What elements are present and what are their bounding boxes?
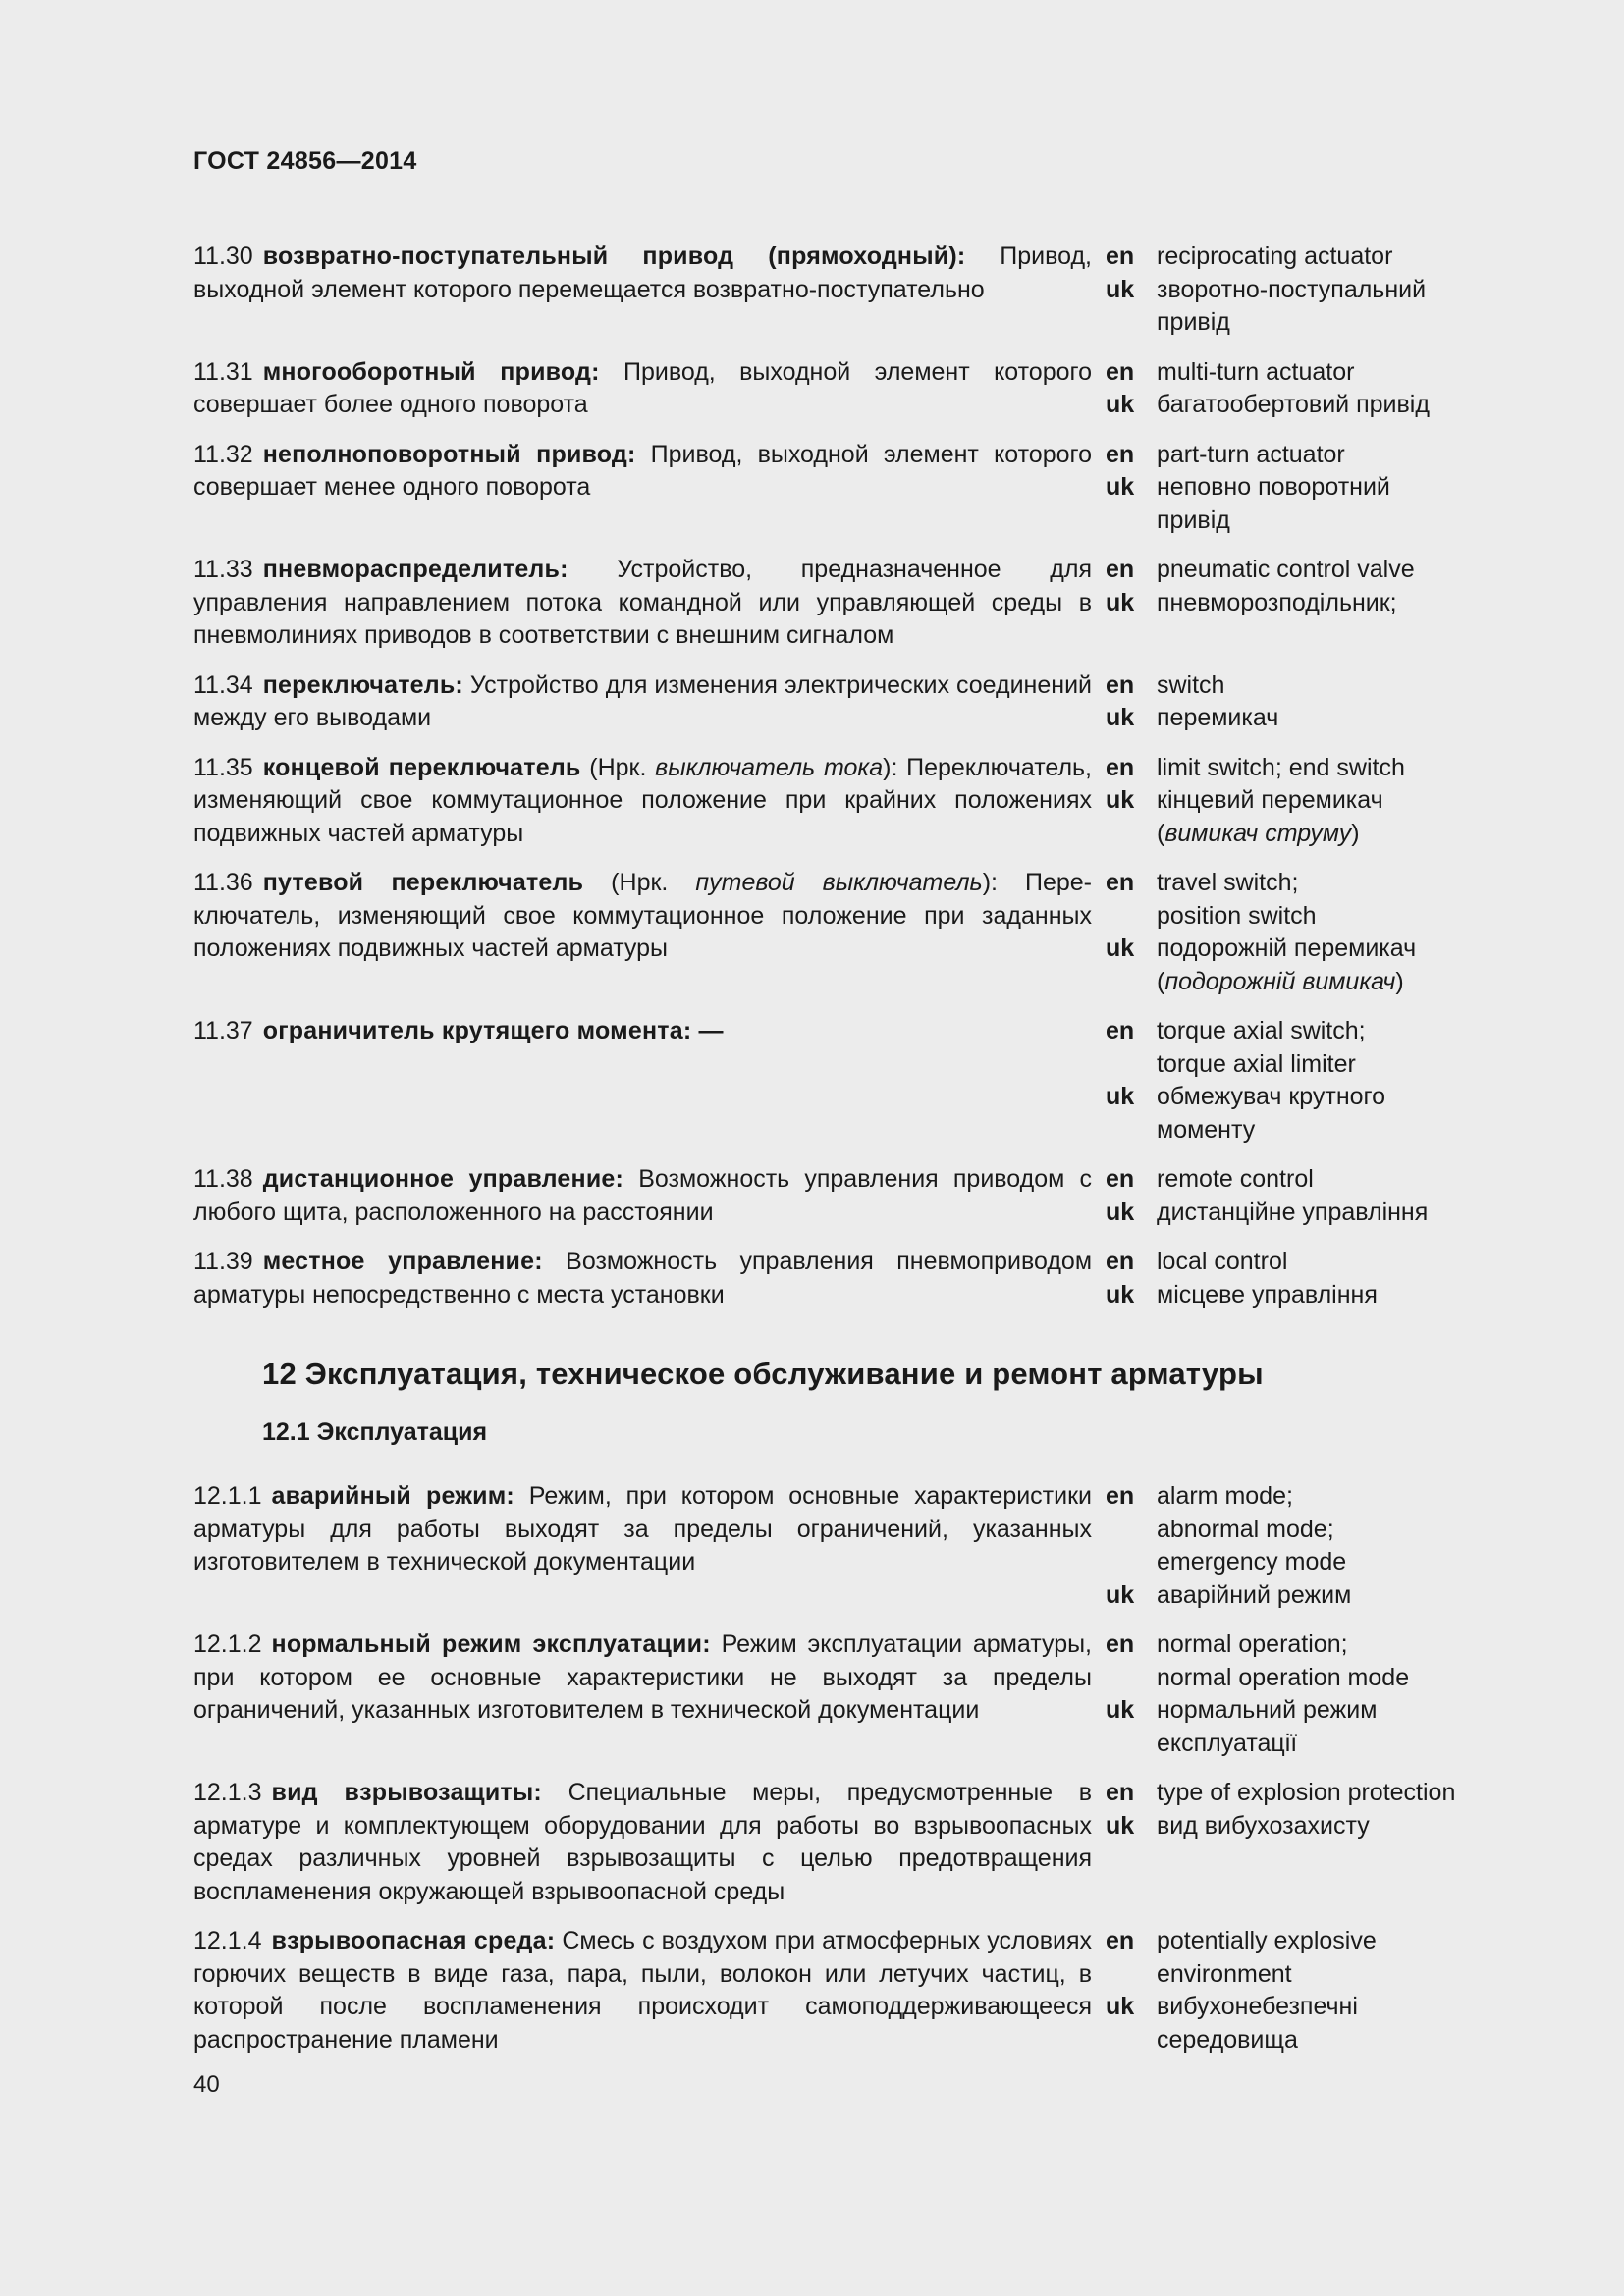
equivalent-term: зворотно-поступальний bbox=[1157, 275, 1427, 303]
lang-code: uk bbox=[1106, 1580, 1135, 1609]
lang-code bbox=[1106, 818, 1157, 851]
lang-code: en bbox=[1106, 242, 1135, 270]
document-header: ГОСТ 24856—2014 bbox=[193, 147, 417, 175]
term-definition: Привод, выходной элемент которого совершает менее одного поворота bbox=[193, 440, 1092, 501]
equivalent-term: normal operation; bbox=[1157, 1630, 1348, 1658]
lang-code: en bbox=[1106, 1165, 1135, 1193]
equivalent-term: вибухонебезпечні bbox=[1157, 1993, 1358, 2020]
term-name: путевой переключатель bbox=[262, 869, 584, 896]
lang-code: en bbox=[1106, 1248, 1135, 1275]
term-number: 11.39 bbox=[193, 1248, 253, 1275]
equivalent-term: local control bbox=[1157, 1248, 1288, 1275]
equivalent-deprecated: вимикач струму bbox=[1164, 819, 1352, 847]
equivalents bbox=[1157, 1925, 1514, 2056]
term-deprecated: выключатель тока bbox=[655, 753, 884, 781]
term-entry bbox=[193, 669, 1514, 735]
equivalent-term: switch bbox=[1157, 670, 1225, 699]
equivalent-term: part-turn actuator bbox=[1157, 440, 1345, 468]
lang-code bbox=[1106, 1662, 1157, 1695]
equivalent-term: місцеве управління bbox=[1157, 1280, 1378, 1308]
term-definition: Возможность управления пневмоприводом арматуры непосредственно с места установки bbox=[193, 1248, 1093, 1308]
term-entry bbox=[193, 240, 1514, 340]
equivalent-term: середовища bbox=[1157, 2025, 1298, 2054]
equivalent-term: environment bbox=[1157, 1959, 1292, 1988]
equivalents bbox=[1157, 1777, 1514, 1908]
term-name: ограничитель крутящего момента: — bbox=[262, 1017, 724, 1044]
term-definition: Устройство для изменения электрических соединений между его выводами bbox=[193, 670, 1092, 731]
equivalent-term: подорожній перемикач bbox=[1157, 934, 1417, 962]
equivalents bbox=[1157, 1629, 1514, 1760]
lang-code bbox=[1106, 900, 1157, 934]
term-number: 11.35 bbox=[193, 753, 253, 781]
lang-code bbox=[1106, 505, 1157, 538]
lang-code: en bbox=[1106, 1779, 1135, 1806]
term-number: 11.34 bbox=[193, 670, 253, 699]
equivalent-term: (подорожній вимикач) bbox=[1157, 967, 1404, 995]
term-definition: Смесь с воздухом при атмосферных условиях горючих веществ в виде газа, пара, пыли, волокон или летучих частиц, в которой после воспламенения происходит самоподдерживающееся распространение пламени bbox=[193, 1927, 1092, 2054]
lang-codes bbox=[1092, 554, 1157, 653]
term-entry bbox=[193, 1777, 1514, 1908]
term-text bbox=[193, 1246, 1092, 1311]
term-entry bbox=[193, 1163, 1514, 1229]
equivalent-term: привід bbox=[1157, 506, 1230, 534]
equivalent-term: abnormal mode; bbox=[1157, 1515, 1334, 1543]
term-text bbox=[193, 1629, 1092, 1760]
lang-code: uk bbox=[1106, 275, 1135, 303]
term-definition: : Переключатель, изменяющий свое коммутационное положение при крайних положениях подвижных частей арматуры bbox=[193, 753, 1093, 847]
term-definition: Устройство, предназначенное для управления направлением потока командной или управляющей среды в пневмолиниях приводов в соответствии с внешним сигналом bbox=[193, 556, 1092, 649]
equivalent-term: привід bbox=[1157, 308, 1230, 336]
lang-code: uk bbox=[1106, 391, 1135, 418]
lang-code: en bbox=[1106, 440, 1135, 468]
equivalents bbox=[1157, 1015, 1514, 1147]
lang-code bbox=[1106, 966, 1157, 999]
lang-code: uk bbox=[1106, 934, 1135, 962]
lang-code: en bbox=[1106, 556, 1135, 583]
term-number: 11.36 bbox=[193, 869, 253, 896]
equivalent-term: emergency mode bbox=[1157, 1548, 1347, 1575]
equivalent-term: position switch bbox=[1157, 901, 1317, 930]
term-number: 12.1.1 bbox=[193, 1482, 262, 1510]
equivalents bbox=[1157, 356, 1514, 422]
equivalent-term: pneumatic control valve bbox=[1157, 556, 1415, 583]
term-entry bbox=[193, 867, 1514, 998]
equivalent-term: (вимикач струму) bbox=[1157, 819, 1360, 847]
term-text bbox=[193, 554, 1092, 653]
equivalent-term: дистанційне управління bbox=[1157, 1198, 1429, 1226]
lang-code: en bbox=[1106, 1482, 1135, 1510]
lang-code bbox=[1106, 1546, 1157, 1579]
term-name: многооборотный привод: bbox=[262, 357, 600, 386]
term-entry bbox=[193, 1480, 1514, 1612]
lang-code: uk bbox=[1106, 1083, 1135, 1110]
equivalents bbox=[1157, 1163, 1514, 1229]
equivalent-term: remote control bbox=[1157, 1165, 1314, 1193]
term-deprecated: путевой выключатель bbox=[695, 869, 983, 896]
lang-codes bbox=[1092, 1925, 1157, 2056]
lang-codes bbox=[1092, 1015, 1157, 1147]
term-note-prefix: (Нрк. bbox=[580, 753, 656, 781]
equivalents bbox=[1157, 867, 1514, 998]
term-name: местное управление: bbox=[262, 1248, 543, 1275]
equivalent-term: нормальний режим bbox=[1157, 1696, 1378, 1724]
lang-code: uk bbox=[1106, 1811, 1135, 1840]
lang-codes bbox=[1092, 240, 1157, 340]
lang-code: en bbox=[1106, 1927, 1135, 1954]
lang-codes bbox=[1092, 1777, 1157, 1908]
equivalent-term: пневморозподільник; bbox=[1157, 588, 1397, 616]
term-text bbox=[193, 1163, 1092, 1229]
lang-codes bbox=[1092, 356, 1157, 422]
term-entry bbox=[193, 1246, 1514, 1311]
lang-code: uk bbox=[1106, 588, 1135, 616]
equivalent-term: багатообертовий привід bbox=[1157, 391, 1430, 418]
equivalent-term: моменту bbox=[1157, 1115, 1256, 1144]
lang-code: uk bbox=[1106, 473, 1135, 501]
equivalents bbox=[1157, 1480, 1514, 1612]
term-text bbox=[193, 439, 1092, 538]
term-name: взрывоопасная среда: bbox=[271, 1927, 556, 1954]
lang-codes bbox=[1092, 752, 1157, 851]
equivalent-term: експлуатації bbox=[1157, 1729, 1298, 1757]
equivalent-term: reciprocating actuator bbox=[1157, 242, 1393, 270]
lang-code bbox=[1106, 2024, 1157, 2057]
equivalents bbox=[1157, 752, 1514, 851]
lang-code bbox=[1106, 1514, 1157, 1547]
term-note-suffix: ) bbox=[982, 869, 992, 896]
term-text bbox=[193, 1925, 1092, 2056]
equivalent-term: potentially explosive bbox=[1157, 1927, 1377, 1954]
lang-code: uk bbox=[1106, 1280, 1135, 1308]
equivalent-term: кінцевий перемикач bbox=[1157, 786, 1383, 814]
term-number: 11.33 bbox=[193, 556, 253, 583]
term-name: неполноповоротный привод: bbox=[262, 440, 636, 468]
lang-code bbox=[1106, 1048, 1157, 1082]
lang-code: en bbox=[1106, 753, 1135, 781]
lang-codes bbox=[1092, 1629, 1157, 1760]
term-definition: : Переключатель, изменяющий свое коммутационное положение при заданных положениях подвижных частей арматуры bbox=[193, 869, 1092, 962]
equivalents bbox=[1157, 554, 1514, 653]
equivalents bbox=[1157, 1246, 1514, 1311]
equivalent-term: аварійний режим bbox=[1157, 1580, 1352, 1609]
term-text bbox=[193, 240, 1092, 340]
lang-code: uk bbox=[1106, 1198, 1135, 1226]
equivalent-term: torque axial switch; bbox=[1157, 1017, 1366, 1044]
lang-codes bbox=[1092, 1163, 1157, 1229]
equivalent-term: alarm mode; bbox=[1157, 1482, 1293, 1510]
term-number: 11.31 bbox=[193, 357, 253, 386]
lang-code: en bbox=[1106, 357, 1135, 386]
term-name: дистанционное управление: bbox=[262, 1165, 624, 1193]
section-title: 12 Эксплуатация, техническое обслуживание и ремонт арматуры bbox=[262, 1357, 1264, 1391]
page-number: 40 bbox=[193, 2071, 220, 2098]
lang-code bbox=[1106, 1958, 1157, 1992]
equivalents bbox=[1157, 439, 1514, 538]
lang-code: en bbox=[1106, 670, 1135, 699]
term-name: нормальный режим эксплуатации: bbox=[271, 1630, 711, 1658]
term-text bbox=[193, 1015, 1092, 1147]
term-name: вид взрывозащиты: bbox=[271, 1779, 542, 1806]
term-entry bbox=[193, 1015, 1514, 1147]
equivalent-term: type of explosion protection bbox=[1157, 1779, 1456, 1806]
term-name: концевой переключатель bbox=[262, 753, 581, 781]
lang-code: uk bbox=[1106, 786, 1135, 814]
term-number: 12.1.2 bbox=[193, 1630, 262, 1658]
term-entry bbox=[193, 1629, 1514, 1760]
lang-code bbox=[1106, 1114, 1157, 1148]
term-entry bbox=[193, 554, 1514, 653]
term-text bbox=[193, 752, 1092, 851]
lang-code: en bbox=[1106, 1017, 1135, 1044]
equivalent-term: normal operation mode bbox=[1157, 1663, 1410, 1691]
term-number: 12.1.3 bbox=[193, 1779, 262, 1806]
term-note-suffix: ) bbox=[883, 753, 892, 781]
equivalent-term: неповно поворотний bbox=[1157, 473, 1390, 501]
term-text bbox=[193, 867, 1092, 998]
term-entry bbox=[193, 439, 1514, 538]
term-entry bbox=[193, 356, 1514, 422]
equivalent-term: перемикач bbox=[1157, 704, 1279, 731]
term-text bbox=[193, 1480, 1092, 1612]
equivalents bbox=[1157, 240, 1514, 340]
term-text bbox=[193, 1777, 1092, 1908]
equivalent-term: вид вибухозахисту bbox=[1157, 1811, 1370, 1840]
term-text bbox=[193, 669, 1092, 735]
equivalents bbox=[1157, 669, 1514, 735]
equivalent-term: travel switch; bbox=[1157, 869, 1299, 896]
term-name: возвратно-поступательный привод (прямоходный): bbox=[262, 242, 966, 270]
lang-code: uk bbox=[1106, 1993, 1135, 2020]
term-number: 11.37 bbox=[193, 1017, 253, 1044]
term-definition: Привод, выходной элемент которого совершает более одного поворота bbox=[193, 357, 1092, 418]
lang-codes bbox=[1092, 439, 1157, 538]
term-number: 11.38 bbox=[193, 1165, 253, 1193]
lang-code bbox=[1106, 1728, 1157, 1761]
lang-code bbox=[1106, 306, 1157, 340]
term-text bbox=[193, 356, 1092, 422]
term-name: аварийный режим: bbox=[271, 1482, 514, 1510]
term-definition: Режим эксплуатации арматуры, при котором ее основные характеристики не выходят за пределы ограничений, указанных изготовителем в технической документации bbox=[193, 1630, 1093, 1724]
term-number: 12.1.4 bbox=[193, 1927, 262, 1954]
subsection-title: 12.1 Эксплуатация bbox=[262, 1418, 488, 1446]
lang-code: uk bbox=[1106, 1696, 1135, 1724]
equivalent-term: multi-turn actuator bbox=[1157, 357, 1355, 386]
lang-code: uk bbox=[1106, 704, 1135, 731]
term-number: 11.30 bbox=[193, 242, 253, 270]
lang-codes bbox=[1092, 1246, 1157, 1311]
equivalent-term: обмежувач крутного bbox=[1157, 1083, 1386, 1110]
equivalent-term: torque axial limiter bbox=[1157, 1049, 1356, 1078]
term-definition: Специальные меры, предусмотренные в арматуре и комплектующем оборудовании для работы во взрывоопасных средах различных уровней взрывозащиты с целью предотвращения воспламенения окружающей взрывоопасной среды bbox=[193, 1779, 1092, 1905]
term-name: пневмораспределитель: bbox=[262, 556, 568, 583]
term-number: 11.32 bbox=[193, 440, 253, 468]
term-entry bbox=[193, 1925, 1514, 2056]
term-definition: Возможность управления приводом с любого щита, расположенного на расстоянии bbox=[193, 1165, 1093, 1226]
term-name: переключатель: bbox=[262, 670, 463, 699]
term-list-11 bbox=[193, 240, 1514, 1328]
term-list-12 bbox=[193, 1480, 1514, 2073]
term-definition: Режим, при котором основные характеристики арматуры для работы выходят за пределы ограничений, указанных изготовителем в технической документации bbox=[193, 1482, 1093, 1575]
lang-codes bbox=[1092, 669, 1157, 735]
lang-code: en bbox=[1106, 1630, 1135, 1658]
equivalent-deprecated: подорожній вимикач bbox=[1164, 967, 1396, 995]
lang-code: en bbox=[1106, 869, 1135, 896]
term-definition: Привод, выходной элемент которого перемещается возвратно-поступательно bbox=[193, 242, 1092, 303]
lang-codes bbox=[1092, 1480, 1157, 1612]
term-entry bbox=[193, 752, 1514, 851]
equivalent-term: limit switch; end switch bbox=[1157, 753, 1405, 781]
lang-codes bbox=[1092, 867, 1157, 998]
term-note-prefix: (Нрк. bbox=[583, 869, 696, 896]
